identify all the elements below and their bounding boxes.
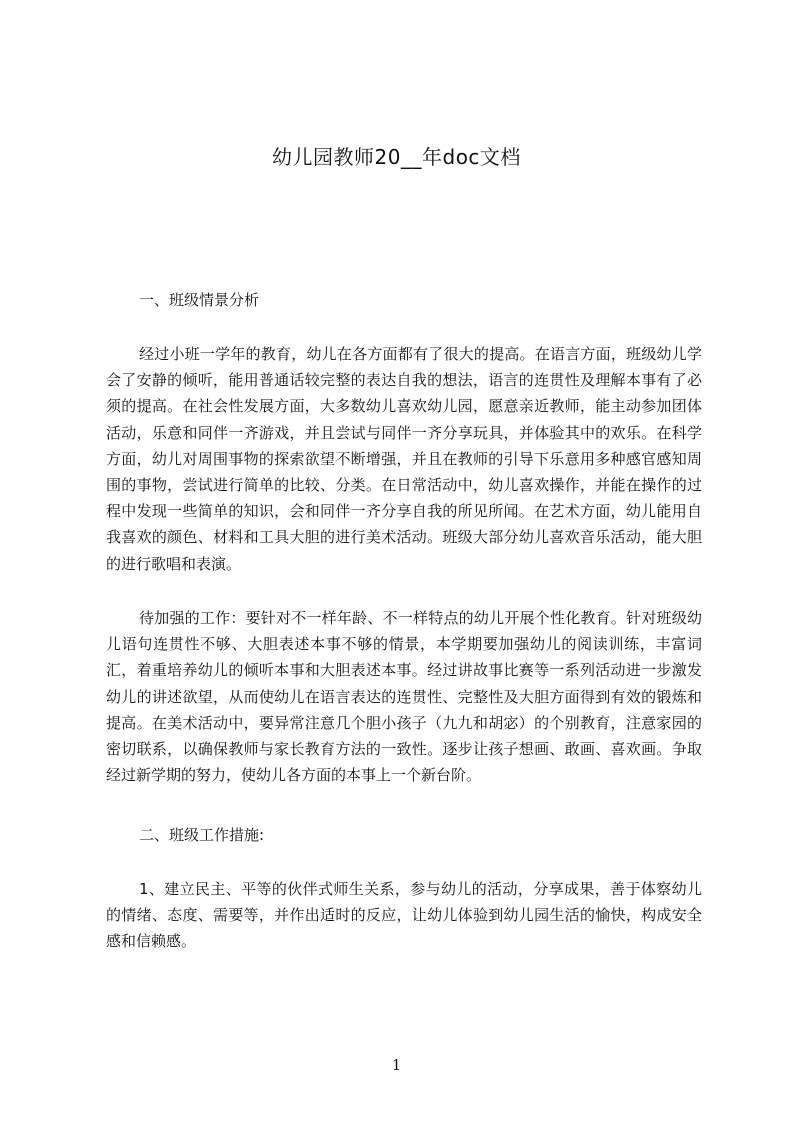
section-heading-situation-analysis: 一、班级情景分析 (139, 291, 260, 309)
section-heading-work-measures: 二、班级工作措施: (139, 826, 265, 844)
document-title: 幼儿园教师20__年doc文档 (272, 145, 521, 169)
paragraph-situation-analysis: 经过小班一学年的教育，幼儿在各方面都有了很大的提高。在语言方面，班级幼儿学会了安静的倾听，能用普通话较完整的表达自我的想法，语言的连贯性及理解本事有了必须的提高。在社会性发展方面，大多数幼儿喜欢幼儿园，愿意亲近教师，能主动参加团体活动，乐意和同伴一齐游戏，并且尝试与同伴一齐分享玩具，并体验其中的欢乐。在科学方面，幼儿对周围事物的探索欲望不断增强，并且在教师的引导下乐意用多种感官感知周围的事物，尝试进行简单的比较、分类。在日常活动中，幼儿喜欢操作，并能在操作的过程中发现一些简单的知识，会和同伴一齐分享自我的所见所闻。在艺术方面，幼儿能用自我喜欢的颜色、材料和工具大胆的进行美术活动。班级大部分幼儿喜欢音乐活动，能大胆的进行歌唱和表演。 (106, 345, 702, 573)
paragraph-work-to-strengthen: 待加强的工作：要针对不一样年龄、不一样特点的幼儿开展个性化教育。针对班级幼儿语句连贯性不够、大胆表述本事不够的情景，本学期要加强幼儿的阅读训练，丰富词汇，着重培养幼儿的倾听本事和大胆表述本事。经过讲故事比赛等一系列活动进一步激发幼儿的讲述欲望，从而使幼儿在语言表达的连贯性、完整性及大胆方面得到有效的锻炼和提高。在美术活动中，要异常注意几个胆小孩子（九九和胡宓）的个别教育，注意家园的密切联系，以确保教师与家长教育方法的一致性。逐步让孩子想画、敢画、喜欢画。争取经过新学期的努力，使幼儿各方面的本事上一个新台阶。 (106, 609, 702, 785)
page-number: 1 (391, 1056, 402, 1074)
paragraph-measure-1: 1、建立民主、平等的伙伴式师生关系，参与幼儿的活动，分享成果，善于体察幼儿的情绪、态度、需要等，并作出适时的反应，让幼儿体验到幼儿园生活的愉快，构成安全感和信赖感。 (106, 880, 702, 951)
